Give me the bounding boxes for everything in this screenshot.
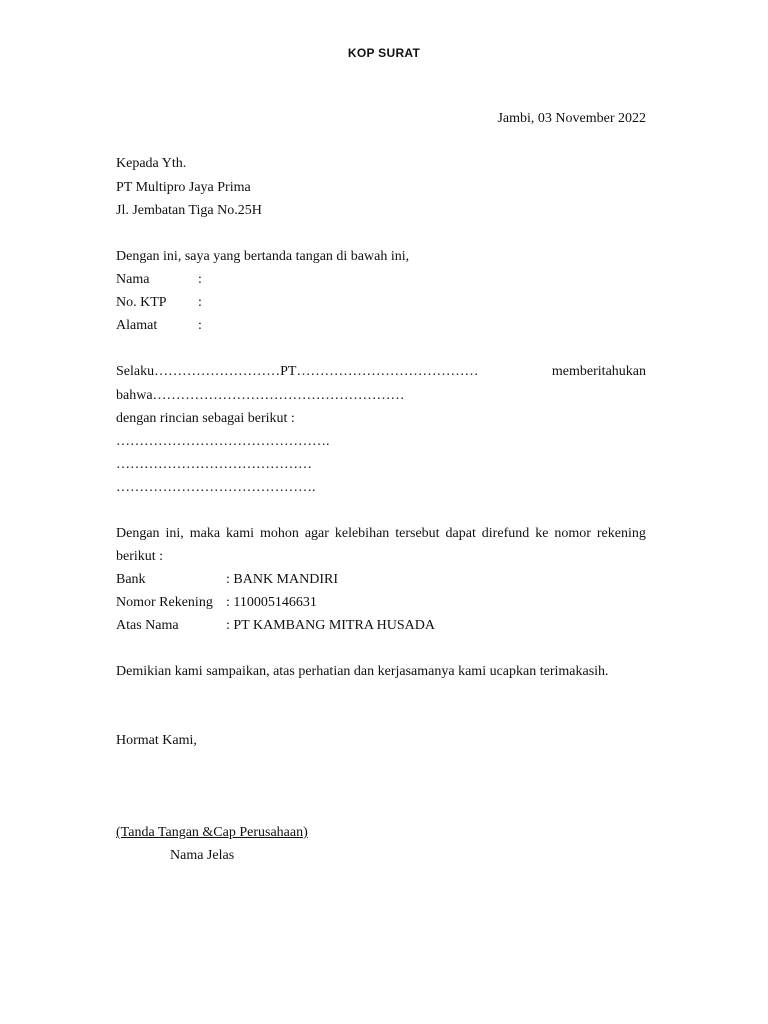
signatory-name: Nama Jelas [170,848,235,863]
details-intro: dengan rincian sebagai berikut : [116,411,295,426]
refund-word: mohon [259,526,299,541]
refund-word: ke [535,526,549,541]
refund-word: kelebihan [334,526,390,541]
letterhead-title: KOP SURAT [347,46,421,60]
refund-word: rekening [596,526,646,541]
statement-line-1-right: memberitahukan [551,364,646,379]
dotted-line: ……………………………………. [116,480,316,495]
statement-line-1 [116,365,646,379]
intro-text: Dengan ini, saya yang bertanda tangan di bawah ini, [116,249,410,264]
refund-word: maka [189,526,221,541]
dotted-line: ………………………………………. [116,434,330,449]
sign-off: Hormat Kami, [116,733,197,748]
signature-placeholder: (Tanda Tangan &Cap Perusahaan) [116,825,308,840]
recipient-company: PT Multipro Jaya Prima [116,180,251,195]
account-name-value: : PT KAMBANG MITRA HUSADA [226,618,435,633]
statement-line-2: bahwa……………………………………………… [116,388,405,403]
recipient-salutation: Kepada Yth. [116,156,187,171]
refund-word: direfund [481,526,530,541]
dotted-line: …………………………………… [116,457,312,472]
statement-line-1-left: Selaku………………………PT………………………………… [116,364,479,379]
date-line: Jambi, 03 November 2022 [497,111,646,126]
refund-line-2: berikut : [116,549,164,564]
account-name-label: Atas Nama [116,618,179,633]
refund-line-1 [116,527,646,541]
bank-value: : BANK MANDIRI [226,572,338,587]
refund-word: kami [226,526,255,541]
account-number-label: Nomor Rekening [116,595,213,610]
refund-word: tersebut [395,526,440,541]
refund-word: Dengan [116,526,160,541]
field-label-nama: Nama [116,272,150,287]
refund-word: agar [304,526,329,541]
bank-label: Bank [116,572,146,587]
field-colon-ktp: : [198,295,202,310]
field-colon-nama: : [198,272,202,287]
refund-word: nomor [554,526,591,541]
closing-text: Demikian kami sampaikan, atas perhatian dan kerjasamanya kami ucapkan terimakasih. [116,664,609,679]
recipient-address: Jl. Jembatan Tiga No.25H [116,203,262,218]
refund-word: ini, [165,526,184,541]
account-number-value: : 110005146631 [226,595,317,610]
field-label-alamat: Alamat [116,318,158,333]
refund-word: dapat [445,526,476,541]
field-label-ktp: No. KTP [116,295,167,310]
field-colon-alamat: : [198,318,202,333]
